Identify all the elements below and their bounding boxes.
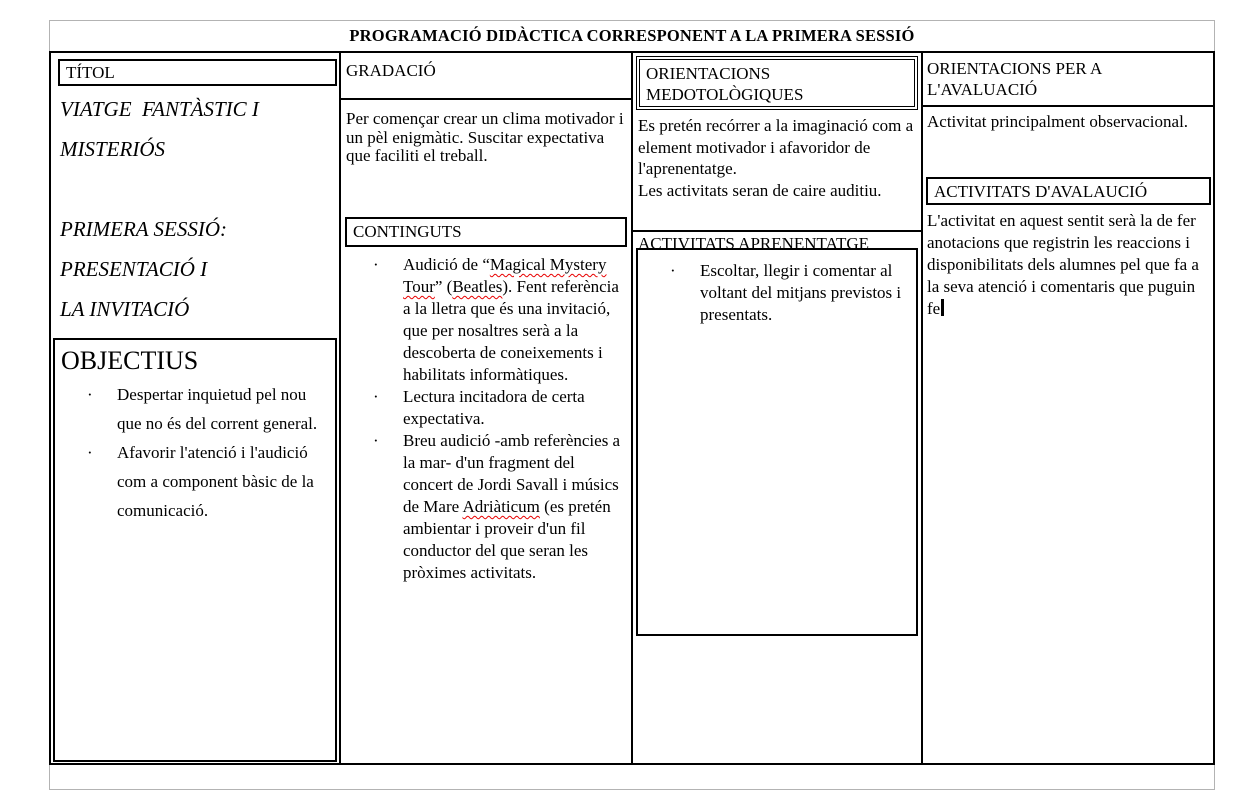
avaluacio-editing-paragraph[interactable] (927, 210, 1212, 320)
document-title: PROGRAMACIÓ DIDÀCTICA CORRESPONENT A LA PRIMERA SESSIÓ (349, 25, 915, 45)
continguts-label: CONTINGUTS (353, 222, 462, 241)
orientacions-box-inner (639, 59, 915, 107)
activitats-avaluacio-label: ACTIVITATS D'AVALAUCIÓ (934, 182, 1148, 201)
title-line: PRESENTACIÓ I (60, 257, 208, 281)
paragraph-text: L'activitat en aquest sentit serà la de fer anotacions que registrin les reaccions i disponibilitats dels alumnes pel que fa a la seva atenció i comentaris que puguin fe (927, 211, 1199, 318)
title-line: LA INVITACIÓ (60, 297, 190, 321)
bullet-icon: · (670, 261, 676, 280)
text-segment: ” ( (434, 277, 453, 296)
text-segment: Audició de “ (403, 255, 490, 274)
cell-titol[interactable] (51, 53, 341, 763)
gradacio-heading: GRADACIÓ (341, 53, 631, 100)
objectius-box (53, 338, 337, 762)
bullet-icon: · (373, 387, 379, 406)
bullet-text (403, 430, 631, 584)
text-cursor (941, 299, 944, 316)
orientacions-box (636, 56, 918, 110)
list-item (638, 260, 916, 326)
bullet-text (403, 254, 631, 386)
list-item (341, 386, 631, 430)
avaluacio-heading: ORIENTACIONS PER A L'AVALUACIÓ (927, 59, 1102, 99)
cell-gradacio[interactable] (341, 53, 633, 763)
title-line: PRIMERA SESSIÓ: (60, 217, 227, 241)
activitats-aprenentatge-box (636, 248, 918, 636)
bullet-text: Lectura incitadora de certa expectativa. (403, 387, 585, 428)
text-segment: Breu audició -amb referències a la mar- d'un fragment del concert de Jordi Savall i músics de Mare (403, 431, 621, 516)
session-title-block (60, 89, 336, 329)
title-line (60, 169, 336, 209)
objectius-heading: OBJECTIUS (61, 346, 199, 375)
bullet-icon: · (87, 443, 93, 462)
orientacions-paragraphs (638, 115, 919, 201)
bullet-icon: · (373, 431, 379, 450)
title-line: MISTERIÓS (60, 137, 165, 161)
titol-box (58, 59, 337, 86)
activitats-aprenentatge-heading: ACTIVITATS APRENENTATGE (633, 230, 921, 254)
bullet-icon: · (373, 255, 379, 274)
misspelled-word: Adriàticum (462, 497, 540, 516)
bullet-text: Despertar inquietud pel nou que no és del corrent general. (117, 385, 318, 433)
text-segment: ). Fent referència a la lletra que és una invitació, que per nosaltres serà a la descoberta de coneixements i habilitats informàtiques. (403, 277, 619, 384)
misspelled-word: Beatles (452, 277, 503, 296)
list-item (55, 438, 335, 525)
bullet-icon: · (87, 385, 93, 404)
title-line: VIATGE FANTÀSTIC I (60, 97, 259, 121)
list-item (55, 380, 335, 438)
titol-label: TÍTOL (66, 63, 115, 82)
main-table (49, 51, 1215, 765)
gradacio-paragraph: Per començar crear un clima motivador i un pèl enigmàtic. Suscitar expectativa que faciliti el treball. (346, 109, 624, 165)
bullet-text: Escoltar, llegir i comentar al voltant del mitjans previstos i presentats. (700, 261, 902, 324)
orientacions-heading: ORIENTACIONS MEDOTOLÒGIQUES (646, 64, 804, 104)
text-segment: (es pretén ambientar i proveir d'un fil conductor del que seran les pròximes activitats. (403, 497, 611, 582)
list-item (341, 254, 631, 386)
list-item (341, 430, 631, 584)
activitats-avaluacio-box (926, 177, 1211, 205)
cell-avaluacio[interactable] (923, 53, 1213, 763)
paragraph: Es pretén recórrer a la imaginació com a element motivador i afavoridor de l'aprenentatge. (638, 116, 914, 178)
objectius-list (55, 380, 335, 525)
paragraph: Les activitats seran de caire auditiu. (638, 180, 882, 200)
continguts-list (341, 254, 631, 584)
avaluacio-paragraph: Activitat principalment observacional. (927, 112, 1189, 131)
divider (923, 105, 1213, 107)
misspelled-word: Magical Mystery Tour (403, 255, 607, 296)
bullet-text: Afavorir l'atenció i l'audició com a component bàsic de la comunicació. (117, 443, 314, 520)
continguts-box (345, 217, 627, 247)
cell-orientacions-metodologiques[interactable] (633, 53, 923, 763)
document-title-row (49, 20, 1215, 51)
